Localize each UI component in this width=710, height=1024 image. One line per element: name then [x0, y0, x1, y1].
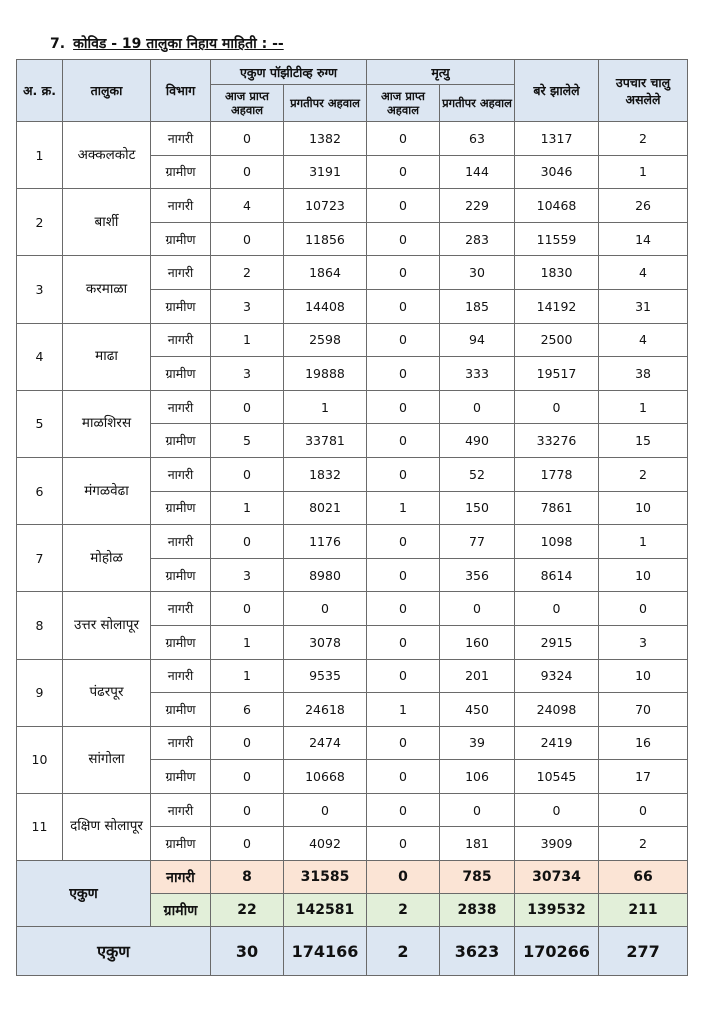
value-cell: 0 [367, 122, 440, 156]
taluka-name-cell: दक्षिण सोलापूर [63, 793, 151, 860]
header-vibhag: विभाग [151, 60, 211, 122]
value-cell: 0 [367, 625, 440, 659]
vibhag-cell: नागरी [151, 659, 211, 693]
value-cell: 10545 [515, 760, 599, 794]
value-cell: 8 [211, 861, 284, 894]
header-recovered: बरे झालेले [515, 60, 599, 122]
value-cell: 490 [440, 424, 515, 458]
value-cell: 4092 [284, 827, 367, 861]
taluka-name-cell: मंगळवेढा [63, 457, 151, 524]
value-cell: 11559 [515, 222, 599, 256]
value-cell: 2474 [284, 726, 367, 760]
value-cell: 31 [599, 289, 688, 323]
value-cell: 450 [440, 693, 515, 727]
vibhag-cell: नागरी [151, 323, 211, 357]
value-cell: 16 [599, 726, 688, 760]
value-cell: 0 [440, 592, 515, 626]
value-cell: 142581 [284, 894, 367, 927]
value-cell: 38 [599, 357, 688, 391]
value-cell: 0 [599, 592, 688, 626]
value-cell: 2838 [440, 894, 515, 927]
value-cell: 33781 [284, 424, 367, 458]
table-row [17, 189, 688, 223]
value-cell: 139532 [515, 894, 599, 927]
table-row [17, 659, 688, 693]
value-cell: 3909 [515, 827, 599, 861]
value-cell: 3191 [284, 155, 367, 189]
value-cell: 8980 [284, 558, 367, 592]
sr-cell: 9 [17, 659, 63, 726]
value-cell: 0 [367, 189, 440, 223]
value-cell: 0 [367, 457, 440, 491]
value-cell: 17 [599, 760, 688, 794]
vibhag-cell: ग्रामीण [151, 289, 211, 323]
value-cell: 10 [599, 558, 688, 592]
value-cell: 0 [367, 659, 440, 693]
value-cell: 0 [367, 558, 440, 592]
header-deaths: मृत्यु [367, 60, 515, 85]
value-cell: 7861 [515, 491, 599, 525]
value-cell: 106 [440, 760, 515, 794]
grand-total-label: एकुण [17, 927, 211, 976]
taluka-name-cell: उत्तर सोलापूर [63, 592, 151, 659]
value-cell: 3 [211, 357, 284, 391]
value-cell: 3 [211, 289, 284, 323]
sr-cell: 10 [17, 726, 63, 793]
value-cell: 0 [367, 592, 440, 626]
vibhag-cell: ग्रामीण [151, 625, 211, 659]
vibhag-cell: ग्रामीण [151, 491, 211, 525]
value-cell: 0 [440, 390, 515, 424]
table-row [17, 390, 688, 424]
value-cell: 2 [211, 256, 284, 290]
value-cell: 11856 [284, 222, 367, 256]
value-cell: 1 [211, 323, 284, 357]
sr-cell: 1 [17, 122, 63, 189]
value-cell: 1 [367, 693, 440, 727]
header-sr: अ. क्र. [17, 60, 63, 122]
vibhag-cell: ग्रामीण [151, 155, 211, 189]
value-cell: 0 [211, 592, 284, 626]
value-cell: 0 [367, 726, 440, 760]
sr-cell: 6 [17, 457, 63, 524]
value-cell: 333 [440, 357, 515, 391]
value-cell: 30 [211, 927, 284, 976]
vibhag-cell: ग्रामीण [151, 357, 211, 391]
value-cell: 9324 [515, 659, 599, 693]
sr-cell: 3 [17, 256, 63, 323]
vibhag-cell: ग्रामीण [151, 693, 211, 727]
value-cell: 15 [599, 424, 688, 458]
value-cell: 144 [440, 155, 515, 189]
value-cell: 10 [599, 659, 688, 693]
value-cell: 1778 [515, 457, 599, 491]
value-cell: 2 [367, 927, 440, 976]
value-cell: 26 [599, 189, 688, 223]
vibhag-cell: नागरी [151, 861, 211, 894]
value-cell: 0 [211, 726, 284, 760]
value-cell: 94 [440, 323, 515, 357]
taluka-name-cell: माढा [63, 323, 151, 390]
value-cell: 0 [367, 155, 440, 189]
value-cell: 0 [515, 390, 599, 424]
value-cell: 52 [440, 457, 515, 491]
taluka-name-cell: मोहोळ [63, 525, 151, 592]
header-deaths-cumulative: प्रगतीपर अहवाल [440, 85, 515, 122]
value-cell: 181 [440, 827, 515, 861]
value-cell: 1098 [515, 525, 599, 559]
value-cell: 4 [599, 323, 688, 357]
value-cell: 0 [211, 525, 284, 559]
taluka-name-cell: बार्शी [63, 189, 151, 256]
value-cell: 2419 [515, 726, 599, 760]
taluka-name-cell: पंढरपूर [63, 659, 151, 726]
table-row [17, 793, 688, 827]
header-deaths-today: आज प्राप्त अहवाल [367, 85, 440, 122]
table-row [17, 122, 688, 156]
vibhag-cell: नागरी [151, 189, 211, 223]
value-cell: 3623 [440, 927, 515, 976]
header-positive-cumulative: प्रगतीपर अहवाल [284, 85, 367, 122]
value-cell: 283 [440, 222, 515, 256]
value-cell: 150 [440, 491, 515, 525]
value-cell: 0 [367, 827, 440, 861]
grand-total-row [17, 927, 688, 976]
value-cell: 2 [599, 827, 688, 861]
value-cell: 10468 [515, 189, 599, 223]
value-cell: 1 [367, 491, 440, 525]
vibhag-cell: ग्रामीण [151, 424, 211, 458]
value-cell: 0 [367, 289, 440, 323]
taluka-name-cell: अक्कलकोट [63, 122, 151, 189]
value-cell: 2915 [515, 625, 599, 659]
value-cell: 30734 [515, 861, 599, 894]
value-cell: 6 [211, 693, 284, 727]
value-cell: 201 [440, 659, 515, 693]
value-cell: 0 [367, 861, 440, 894]
value-cell: 277 [599, 927, 688, 976]
table-row [17, 457, 688, 491]
covid-taluka-table [16, 59, 688, 976]
value-cell: 63 [440, 122, 515, 156]
value-cell: 0 [211, 760, 284, 794]
value-cell: 0 [211, 827, 284, 861]
value-cell: 10723 [284, 189, 367, 223]
value-cell: 0 [284, 592, 367, 626]
value-cell: 3046 [515, 155, 599, 189]
value-cell: 0 [211, 122, 284, 156]
value-cell: 33276 [515, 424, 599, 458]
value-cell: 0 [284, 793, 367, 827]
sr-cell: 2 [17, 189, 63, 256]
header-positive-today: आज प्राप्त अहवाल [211, 85, 284, 122]
value-cell: 4 [599, 256, 688, 290]
header-taluka: तालुका [63, 60, 151, 122]
value-cell: 0 [367, 793, 440, 827]
value-cell: 0 [367, 424, 440, 458]
vibhag-cell: नागरी [151, 457, 211, 491]
value-cell: 14 [599, 222, 688, 256]
value-cell: 22 [211, 894, 284, 927]
sr-cell: 11 [17, 793, 63, 860]
value-cell: 10 [599, 491, 688, 525]
vibhag-cell: ग्रामीण [151, 558, 211, 592]
value-cell: 24618 [284, 693, 367, 727]
value-cell: 4 [211, 189, 284, 223]
value-cell: 0 [211, 457, 284, 491]
section-title: कोविड - 19 तालुका निहाय माहिती : -- [73, 36, 284, 52]
sr-cell: 4 [17, 323, 63, 390]
table-row [17, 323, 688, 357]
value-cell: 0 [367, 760, 440, 794]
value-cell: 39 [440, 726, 515, 760]
value-cell: 356 [440, 558, 515, 592]
value-cell: 1830 [515, 256, 599, 290]
value-cell: 30 [440, 256, 515, 290]
vibhag-cell: नागरी [151, 793, 211, 827]
value-cell: 2 [599, 122, 688, 156]
table-row [17, 592, 688, 626]
value-cell: 211 [599, 894, 688, 927]
value-cell: 3078 [284, 625, 367, 659]
table-body [17, 122, 688, 861]
value-cell: 785 [440, 861, 515, 894]
table-row [17, 256, 688, 290]
value-cell: 0 [211, 390, 284, 424]
value-cell: 2598 [284, 323, 367, 357]
value-cell: 19517 [515, 357, 599, 391]
value-cell: 0 [599, 793, 688, 827]
value-cell: 1 [211, 491, 284, 525]
sr-cell: 8 [17, 592, 63, 659]
value-cell: 0 [515, 592, 599, 626]
value-cell: 1832 [284, 457, 367, 491]
value-cell: 1 [284, 390, 367, 424]
value-cell: 10668 [284, 760, 367, 794]
vibhag-cell: ग्रामीण [151, 827, 211, 861]
section-heading [50, 34, 284, 53]
value-cell: 0 [211, 222, 284, 256]
value-cell: 1 [211, 625, 284, 659]
value-cell: 2 [599, 457, 688, 491]
value-cell: 0 [211, 793, 284, 827]
value-cell: 1382 [284, 122, 367, 156]
taluka-name-cell: माळशिरस [63, 390, 151, 457]
value-cell: 0 [211, 155, 284, 189]
value-cell: 170266 [515, 927, 599, 976]
value-cell: 0 [440, 793, 515, 827]
value-cell: 77 [440, 525, 515, 559]
vibhag-cell: नागरी [151, 390, 211, 424]
value-cell: 8614 [515, 558, 599, 592]
value-cell: 0 [367, 525, 440, 559]
value-cell: 14192 [515, 289, 599, 323]
taluka-name-cell: करमाळा [63, 256, 151, 323]
value-cell: 160 [440, 625, 515, 659]
vibhag-cell: ग्रामीण [151, 222, 211, 256]
vibhag-cell: ग्रामीण [151, 760, 211, 794]
header-active: उपचार चालु असलेले [599, 60, 688, 122]
table-row [17, 726, 688, 760]
value-cell: 1176 [284, 525, 367, 559]
value-cell: 70 [599, 693, 688, 727]
value-cell: 1317 [515, 122, 599, 156]
value-cell: 2500 [515, 323, 599, 357]
value-cell: 0 [367, 390, 440, 424]
value-cell: 1 [599, 525, 688, 559]
vibhag-cell: नागरी [151, 122, 211, 156]
value-cell: 0 [367, 222, 440, 256]
value-cell: 0 [515, 793, 599, 827]
vibhag-cell: ग्रामीण [151, 894, 211, 927]
section-number: 7. [50, 36, 66, 52]
value-cell: 3 [599, 625, 688, 659]
value-cell: 24098 [515, 693, 599, 727]
header-positive: एकुण पॉझीटीव्ह रुग्ण [211, 60, 367, 85]
vibhag-cell: नागरी [151, 726, 211, 760]
value-cell: 1 [599, 155, 688, 189]
sr-cell: 7 [17, 525, 63, 592]
value-cell: 2 [367, 894, 440, 927]
value-cell: 0 [367, 357, 440, 391]
table-totals [17, 861, 688, 976]
vibhag-cell: नागरी [151, 256, 211, 290]
value-cell: 5 [211, 424, 284, 458]
value-cell: 174166 [284, 927, 367, 976]
value-cell: 8021 [284, 491, 367, 525]
total-urban-row [17, 861, 688, 894]
value-cell: 66 [599, 861, 688, 894]
sr-cell: 5 [17, 390, 63, 457]
value-cell: 1 [599, 390, 688, 424]
total-label: एकुण [17, 861, 151, 927]
vibhag-cell: नागरी [151, 525, 211, 559]
taluka-name-cell: सांगोला [63, 726, 151, 793]
value-cell: 0 [367, 323, 440, 357]
value-cell: 1 [211, 659, 284, 693]
value-cell: 0 [367, 256, 440, 290]
value-cell: 185 [440, 289, 515, 323]
table-row [17, 525, 688, 559]
vibhag-cell: नागरी [151, 592, 211, 626]
value-cell: 229 [440, 189, 515, 223]
value-cell: 14408 [284, 289, 367, 323]
value-cell: 3 [211, 558, 284, 592]
value-cell: 19888 [284, 357, 367, 391]
value-cell: 31585 [284, 861, 367, 894]
value-cell: 1864 [284, 256, 367, 290]
value-cell: 9535 [284, 659, 367, 693]
